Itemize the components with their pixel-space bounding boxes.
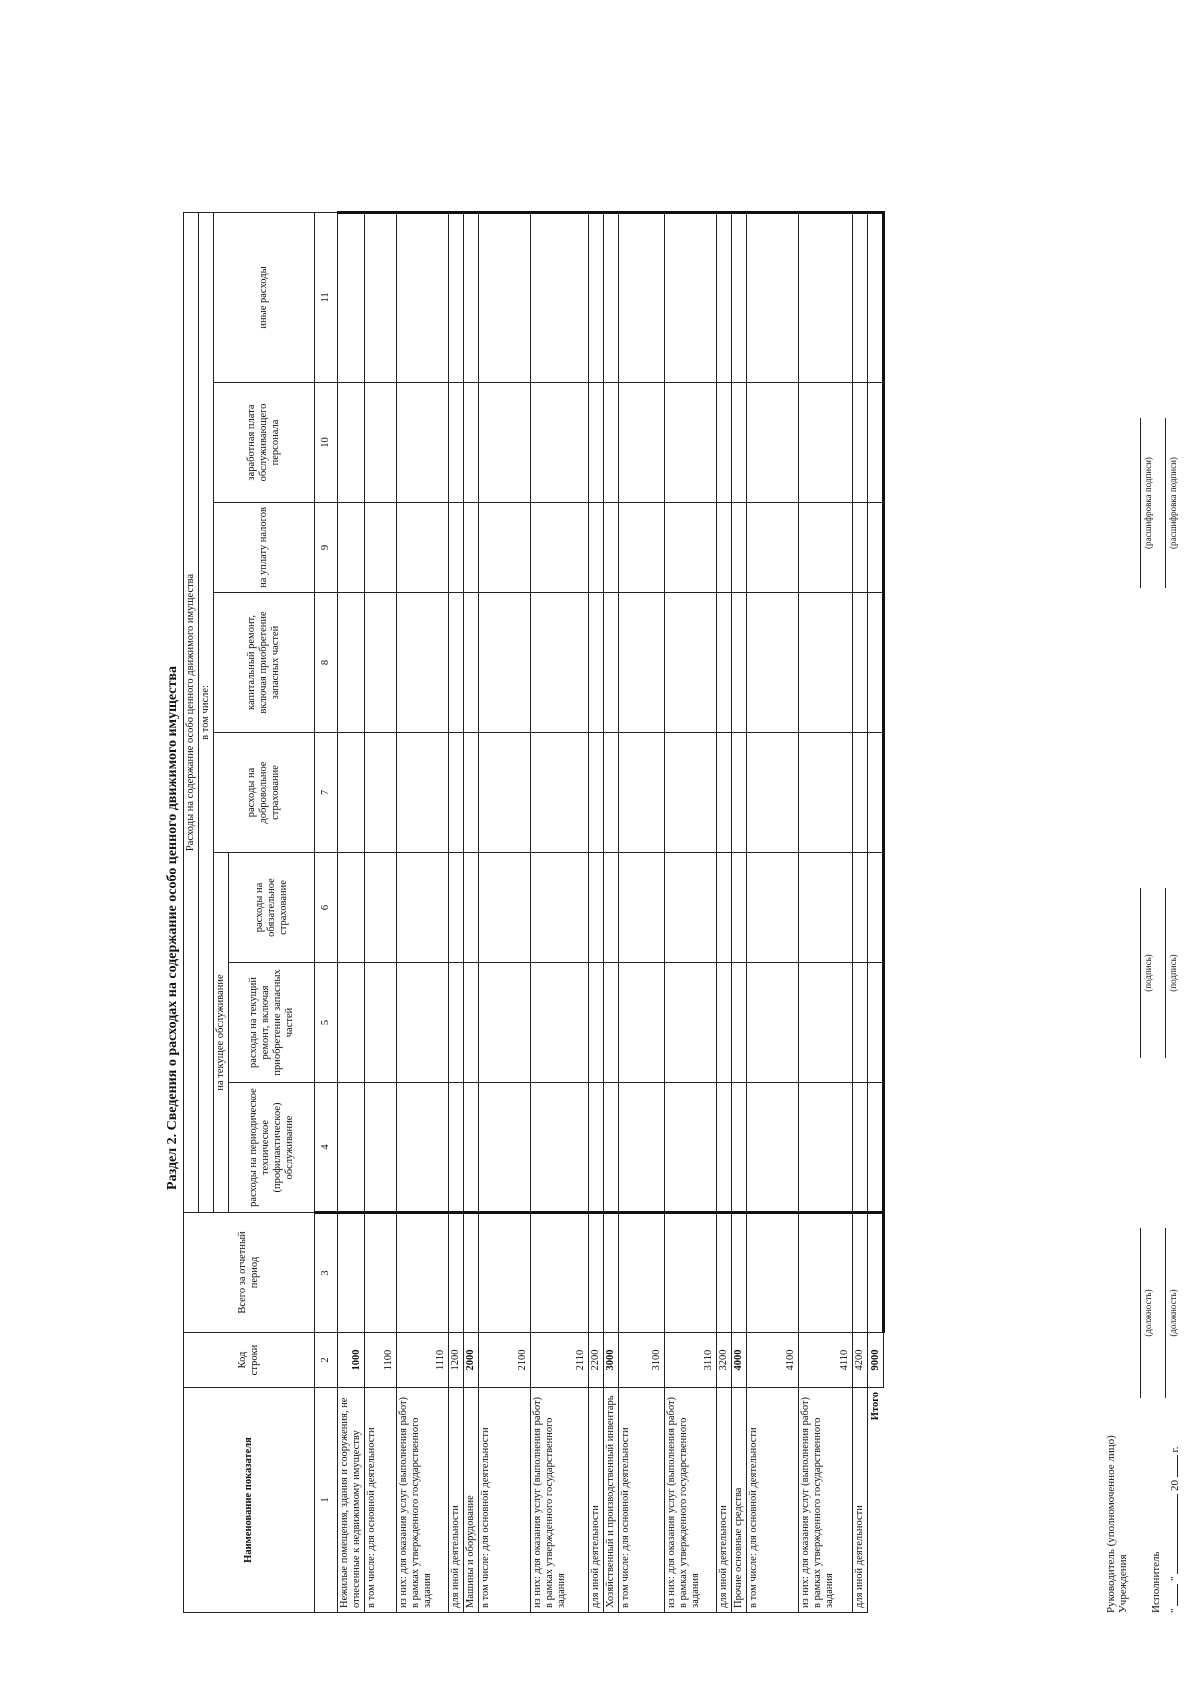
row-code: 1200 xyxy=(449,1333,464,1388)
cell-col-4[interactable] xyxy=(604,1083,619,1213)
cell-col-7[interactable] xyxy=(747,733,799,853)
header-c4: расходы на периодическое техническое (профилактическое) обслуживание xyxy=(229,1083,315,1213)
row-code: 3200 xyxy=(717,1333,732,1388)
table-row xyxy=(479,212,531,1612)
table-row xyxy=(619,212,665,1612)
cell-col-9[interactable] xyxy=(589,503,604,593)
cell-col-5[interactable] xyxy=(853,963,868,1083)
head-decoding-caption: (расшифровка подписи) xyxy=(1143,457,1153,549)
cell-col-11[interactable] xyxy=(853,212,868,382)
cell-col-9[interactable] xyxy=(717,503,732,593)
header-name: Наименование показателя xyxy=(184,1388,315,1613)
colnum-1: 1 xyxy=(315,1388,338,1613)
row-code: 3000 xyxy=(604,1333,619,1388)
cell-col-5[interactable] xyxy=(799,963,853,1083)
cell-col-7[interactable] xyxy=(665,733,717,853)
total-cell-col-10[interactable] xyxy=(868,383,884,503)
date-month-blank[interactable] xyxy=(1177,1494,1178,1574)
cell-col-3[interactable] xyxy=(397,1213,449,1333)
cell-col-11[interactable] xyxy=(464,212,479,382)
cell-col-4[interactable] xyxy=(589,1083,604,1213)
row-name: из них: для оказания услуг (выполнения работ) в рамках утвержденного государственного задания xyxy=(799,1388,853,1613)
cell-col-5[interactable] xyxy=(464,963,479,1083)
cell-col-8[interactable] xyxy=(397,593,449,733)
date-year-blank[interactable] xyxy=(1177,1455,1178,1477)
cell-col-11[interactable] xyxy=(665,212,717,382)
cell-col-7[interactable] xyxy=(732,733,747,853)
executor-signature-line[interactable] xyxy=(1165,888,1166,1058)
cell-col-10[interactable] xyxy=(604,383,619,503)
date-year-prefix: 20 xyxy=(1169,1480,1181,1491)
row-name: для иной деятельности xyxy=(589,1388,604,1613)
row-code: 1100 xyxy=(365,1333,397,1388)
cell-col-5[interactable] xyxy=(365,963,397,1083)
date-day-blank[interactable] xyxy=(1177,1584,1178,1606)
cell-col-4[interactable] xyxy=(397,1083,449,1213)
colnum-3: 3 xyxy=(315,1213,338,1333)
cell-col-6[interactable] xyxy=(531,853,589,963)
cell-col-3[interactable] xyxy=(464,1213,479,1333)
row-name: для иной деятельности xyxy=(717,1388,732,1613)
cell-col-9[interactable] xyxy=(479,503,531,593)
cell-col-10[interactable] xyxy=(589,383,604,503)
cell-col-8[interactable] xyxy=(338,593,365,733)
cell-col-11[interactable] xyxy=(604,212,619,382)
executor-decoding-line[interactable] xyxy=(1165,418,1166,588)
header-group-current: на текущее обслуживание xyxy=(214,853,229,1213)
cell-col-10[interactable] xyxy=(619,383,665,503)
header-total: Всего за отчетный период xyxy=(184,1213,315,1333)
head-signature-caption: (подпись) xyxy=(1143,954,1153,992)
cell-col-11[interactable] xyxy=(747,212,799,382)
cell-col-5[interactable] xyxy=(479,963,531,1083)
expenses-table xyxy=(183,211,885,1613)
cell-col-4[interactable] xyxy=(449,1083,464,1213)
cell-col-6[interactable] xyxy=(464,853,479,963)
cell-col-11[interactable] xyxy=(799,212,853,382)
cell-col-11[interactable] xyxy=(397,212,449,382)
cell-col-10[interactable] xyxy=(365,383,397,503)
row-name: из них: для оказания услуг (выполнения работ) в рамках утвержденного государственного задания xyxy=(665,1388,717,1613)
cell-col-10[interactable] xyxy=(449,383,464,503)
row-name: в том числе: для основной деятельности xyxy=(619,1388,665,1613)
total-label: Итого xyxy=(869,1392,881,1421)
cell-col-6[interactable] xyxy=(338,853,365,963)
cell-col-9[interactable] xyxy=(747,503,799,593)
colnum-11: 11 xyxy=(315,212,338,382)
cell-col-6[interactable] xyxy=(619,853,665,963)
cell-col-11[interactable] xyxy=(589,212,604,382)
colnum-2: 2 xyxy=(315,1333,338,1388)
cell-col-8[interactable] xyxy=(853,593,868,733)
cell-col-6[interactable] xyxy=(479,853,531,963)
cell-col-4[interactable] xyxy=(717,1083,732,1213)
cell-col-4[interactable] xyxy=(747,1083,799,1213)
row-name: Прочие основные средства xyxy=(732,1388,747,1613)
cell-col-9[interactable] xyxy=(397,503,449,593)
rotated-page xyxy=(165,198,1185,1698)
table-row xyxy=(365,212,397,1612)
cell-col-6[interactable] xyxy=(799,853,853,963)
cell-col-10[interactable] xyxy=(747,383,799,503)
row-code: 3100 xyxy=(619,1333,665,1388)
cell-col-8[interactable] xyxy=(717,593,732,733)
cell-col-4[interactable] xyxy=(464,1083,479,1213)
cell-col-5[interactable] xyxy=(397,963,449,1083)
row-code: 4200 xyxy=(853,1333,868,1388)
cell-col-4[interactable] xyxy=(365,1083,397,1213)
executor-decoding-caption: (расшифровка подписи) xyxy=(1168,457,1178,549)
total-cell-col-9[interactable] xyxy=(868,503,884,593)
cell-col-7[interactable] xyxy=(531,733,589,853)
cell-col-5[interactable] xyxy=(589,963,604,1083)
cell-col-5[interactable] xyxy=(732,963,747,1083)
head-label: Руководитель (уполномоченное лицо) Учреждения xyxy=(1105,1435,1129,1613)
cell-col-3[interactable] xyxy=(619,1213,665,1333)
row-code: 2110 xyxy=(531,1333,589,1388)
row-code: 1000 xyxy=(338,1333,365,1388)
row-code: 2100 xyxy=(479,1333,531,1388)
executor-label: Исполнитель xyxy=(1150,1551,1162,1613)
cell-col-3[interactable] xyxy=(365,1213,397,1333)
cell-col-9[interactable] xyxy=(604,503,619,593)
cell-col-10[interactable] xyxy=(799,383,853,503)
header-c9: на уплату налогов xyxy=(214,503,315,593)
row-name: в том числе: для основной деятельности xyxy=(747,1388,799,1613)
cell-col-8[interactable] xyxy=(619,593,665,733)
cell-col-8[interactable] xyxy=(449,593,464,733)
cell-col-9[interactable] xyxy=(338,503,365,593)
cell-col-4[interactable] xyxy=(665,1083,717,1213)
cell-col-11[interactable] xyxy=(531,212,589,382)
executor-position-caption: (должность) xyxy=(1168,1289,1178,1337)
cell-col-4[interactable] xyxy=(619,1083,665,1213)
row-code: 2000 xyxy=(464,1333,479,1388)
colnum-5: 5 xyxy=(315,963,338,1083)
cell-col-7[interactable] xyxy=(619,733,665,853)
cell-col-7[interactable] xyxy=(604,733,619,853)
row-name: Хозяйственный и производственный инвентарь xyxy=(604,1388,619,1613)
cell-col-7[interactable] xyxy=(479,733,531,853)
cell-col-6[interactable] xyxy=(665,853,717,963)
cell-col-11[interactable] xyxy=(338,212,365,382)
cell-col-6[interactable] xyxy=(397,853,449,963)
total-row xyxy=(868,212,884,1612)
cell-col-8[interactable] xyxy=(604,593,619,733)
table-row xyxy=(449,212,464,1612)
header-c6: расходы на обязательное страхование xyxy=(229,853,315,963)
table-row xyxy=(604,212,619,1612)
cell-col-3[interactable] xyxy=(732,1213,747,1333)
section-title: Раздел 2. Сведения о расходах на содержание особо ценного движимого имущества xyxy=(165,666,180,1190)
cell-col-9[interactable] xyxy=(464,503,479,593)
cell-col-9[interactable] xyxy=(449,503,464,593)
table-row xyxy=(747,212,799,1612)
cell-col-9[interactable] xyxy=(665,503,717,593)
header-group-expenses: Расходы на содержание особо ценного движимого имущества xyxy=(184,212,199,1212)
table-row xyxy=(665,212,717,1612)
cell-col-7[interactable] xyxy=(338,733,365,853)
cell-col-8[interactable] xyxy=(464,593,479,733)
header-code: Код строки xyxy=(184,1333,315,1388)
row-name: для иной деятельности xyxy=(853,1388,868,1613)
total-cell-col-4[interactable] xyxy=(868,1083,884,1213)
date-quote-close: " xyxy=(1169,1576,1181,1581)
colnum-9: 9 xyxy=(315,503,338,593)
total-cell-col-7[interactable] xyxy=(868,733,884,853)
cell-col-5[interactable] xyxy=(665,963,717,1083)
executor-signature-caption: (подпись) xyxy=(1168,954,1178,992)
cell-col-4[interactable] xyxy=(853,1083,868,1213)
cell-col-4[interactable] xyxy=(479,1083,531,1213)
cell-col-8[interactable] xyxy=(732,593,747,733)
header-group-including: в том числе: xyxy=(199,212,214,1212)
cell-col-8[interactable] xyxy=(479,593,531,733)
cell-col-9[interactable] xyxy=(619,503,665,593)
cell-col-6[interactable] xyxy=(747,853,799,963)
row-name: Нежилые помещения, здания и сооружения, не отнесенные к недвижимому имуществу xyxy=(338,1388,365,1613)
colnum-7: 7 xyxy=(315,733,338,853)
header-c10: заработная плата обслуживающего персонала xyxy=(214,383,315,503)
cell-col-4[interactable] xyxy=(732,1083,747,1213)
row-code: 2200 xyxy=(589,1333,604,1388)
cell-col-10[interactable] xyxy=(732,383,747,503)
head-signature-line[interactable] xyxy=(1140,888,1141,1058)
cell-col-6[interactable] xyxy=(732,853,747,963)
date-quote-open: " xyxy=(1169,1608,1181,1613)
cell-col-3[interactable] xyxy=(747,1213,799,1333)
cell-col-6[interactable] xyxy=(589,853,604,963)
cell-col-7[interactable] xyxy=(464,733,479,853)
total-cell-col-3[interactable] xyxy=(868,1213,884,1333)
row-code: 3110 xyxy=(665,1333,717,1388)
cell-col-3[interactable] xyxy=(604,1213,619,1333)
head-position-caption: (должность) xyxy=(1143,1289,1153,1337)
cell-col-7[interactable] xyxy=(853,733,868,853)
head-position-line[interactable] xyxy=(1140,1228,1141,1398)
cell-col-10[interactable] xyxy=(397,383,449,503)
cell-col-7[interactable] xyxy=(449,733,464,853)
total-cell-col-6[interactable] xyxy=(868,853,884,963)
cell-col-6[interactable] xyxy=(365,853,397,963)
cell-col-11[interactable] xyxy=(365,212,397,382)
cell-col-5[interactable] xyxy=(619,963,665,1083)
cell-col-8[interactable] xyxy=(799,593,853,733)
cell-col-10[interactable] xyxy=(464,383,479,503)
row-name: в том числе: для основной деятельности xyxy=(365,1388,397,1613)
cell-col-4[interactable] xyxy=(338,1083,365,1213)
cell-col-10[interactable] xyxy=(479,383,531,503)
cell-col-6[interactable] xyxy=(604,853,619,963)
cell-col-3[interactable] xyxy=(717,1213,732,1333)
cell-col-11[interactable] xyxy=(449,212,464,382)
cell-col-9[interactable] xyxy=(531,503,589,593)
cell-col-11[interactable] xyxy=(479,212,531,382)
cell-col-7[interactable] xyxy=(717,733,732,853)
cell-col-7[interactable] xyxy=(397,733,449,853)
cell-col-9[interactable] xyxy=(365,503,397,593)
cell-col-8[interactable] xyxy=(365,593,397,733)
colnum-4: 4 xyxy=(315,1083,338,1213)
cell-col-6[interactable] xyxy=(717,853,732,963)
colnum-10: 10 xyxy=(315,383,338,503)
row-name: Машины и оборудование xyxy=(464,1388,479,1613)
cell-col-5[interactable] xyxy=(717,963,732,1083)
table-row xyxy=(799,212,853,1612)
header-c11: иные расходы xyxy=(214,212,315,382)
header-c5: расходы на текущий ремонт, включая приобретение запасных частей xyxy=(229,963,315,1083)
row-name: из них: для оказания услуг (выполнения работ) в рамках утвержденного государственного задания xyxy=(397,1388,449,1613)
cell-col-7[interactable] xyxy=(589,733,604,853)
cell-col-8[interactable] xyxy=(747,593,799,733)
header-c7: расходы на добровольное страхование xyxy=(214,733,315,853)
total-cell-col-8[interactable] xyxy=(868,593,884,733)
date-year-suffix: г. xyxy=(1169,1446,1181,1453)
cell-col-9[interactable] xyxy=(853,503,868,593)
row-name: для иной деятельности xyxy=(449,1388,464,1613)
cell-col-3[interactable] xyxy=(665,1213,717,1333)
cell-col-7[interactable] xyxy=(799,733,853,853)
cell-col-8[interactable] xyxy=(665,593,717,733)
header-c8: капитальный ремонт, включая приобретение запасных частей xyxy=(214,593,315,733)
cell-col-11[interactable] xyxy=(619,212,665,382)
executor-position-line[interactable] xyxy=(1165,1228,1166,1398)
table-row xyxy=(732,212,747,1612)
cell-col-9[interactable] xyxy=(732,503,747,593)
cell-col-7[interactable] xyxy=(365,733,397,853)
cell-col-3[interactable] xyxy=(338,1213,365,1333)
total-code: 9000 xyxy=(868,1333,884,1388)
cell-col-3[interactable] xyxy=(589,1213,604,1333)
cell-col-10[interactable] xyxy=(338,383,365,503)
cell-col-9[interactable] xyxy=(799,503,853,593)
table-row xyxy=(464,212,479,1612)
cell-col-6[interactable] xyxy=(853,853,868,963)
row-code: 4100 xyxy=(747,1333,799,1388)
table-row xyxy=(531,212,589,1612)
colnum-6: 6 xyxy=(315,853,338,963)
cell-col-10[interactable] xyxy=(717,383,732,503)
cell-col-3[interactable] xyxy=(799,1213,853,1333)
total-cell-col-11[interactable] xyxy=(868,212,884,382)
cell-col-11[interactable] xyxy=(717,212,732,382)
cell-col-10[interactable] xyxy=(665,383,717,503)
row-name: в том числе: для основной деятельности xyxy=(479,1388,531,1613)
cell-col-5[interactable] xyxy=(338,963,365,1083)
cell-col-10[interactable] xyxy=(531,383,589,503)
total-cell-col-5[interactable] xyxy=(868,963,884,1083)
table-row xyxy=(853,212,868,1612)
table-row xyxy=(589,212,604,1612)
row-code: 1110 xyxy=(397,1333,449,1388)
cell-col-6[interactable] xyxy=(449,853,464,963)
cell-col-5[interactable] xyxy=(531,963,589,1083)
table-row xyxy=(717,212,732,1612)
cell-col-11[interactable] xyxy=(732,212,747,382)
cell-col-8[interactable] xyxy=(589,593,604,733)
cell-col-3[interactable] xyxy=(531,1213,589,1333)
cell-col-3[interactable] xyxy=(853,1213,868,1333)
head-decoding-line[interactable] xyxy=(1140,418,1141,588)
table-row xyxy=(338,212,365,1612)
cell-col-5[interactable] xyxy=(604,963,619,1083)
cell-col-4[interactable] xyxy=(799,1083,853,1213)
cell-col-5[interactable] xyxy=(449,963,464,1083)
row-name: из них: для оказания услуг (выполнения работ) в рамках утвержденного государственного задания xyxy=(531,1388,589,1613)
table-row xyxy=(397,212,449,1612)
cell-col-10[interactable] xyxy=(853,383,868,503)
date-field xyxy=(1169,1446,1181,1613)
cell-col-5[interactable] xyxy=(747,963,799,1083)
cell-col-4[interactable] xyxy=(531,1083,589,1213)
row-code: 4000 xyxy=(732,1333,747,1388)
row-code: 4110 xyxy=(799,1333,853,1388)
colnum-8: 8 xyxy=(315,593,338,733)
cell-col-3[interactable] xyxy=(479,1213,531,1333)
cell-col-8[interactable] xyxy=(531,593,589,733)
cell-col-3[interactable] xyxy=(449,1213,464,1333)
